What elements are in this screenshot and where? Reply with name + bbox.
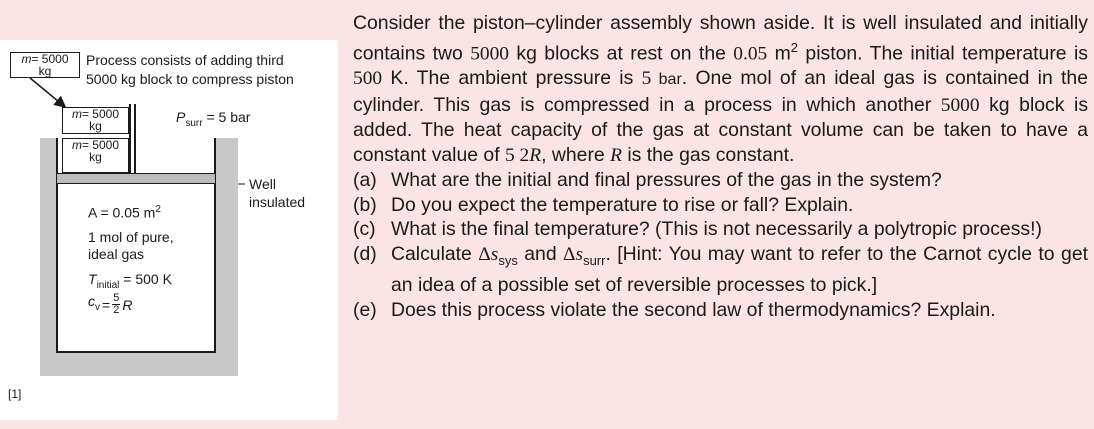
cv-denominator: 2: [113, 304, 120, 316]
intro-part-3: piston. The initial temperature is: [798, 41, 1088, 64]
p-subscript: surr: [185, 117, 203, 129]
intro-part-8: is the gas constant.: [621, 143, 795, 166]
cv-r-symbol: R: [122, 296, 133, 313]
insulated-label-line2: insulated: [249, 194, 306, 210]
unit-m2: m: [767, 41, 791, 64]
question-c: [353, 217, 1088, 242]
question-d-pre: Calculate: [391, 242, 479, 265]
question-text: What is the final temperature? (This is not necessarily a polytropic process!): [391, 218, 1042, 241]
area-label: [88, 202, 161, 221]
temperature-value: 500: [353, 68, 383, 90]
intro-part-1: Consider the piston–cylinder assembly shown aside. It is well insulated and initially contains two: [353, 12, 1088, 64]
cv-subscript: v: [95, 301, 100, 313]
area-value: 0.05: [733, 42, 768, 64]
cylinder-left-inner-edge: [56, 138, 58, 352]
question-text: Does this process violate the second law of thermodynamics? Explain.: [391, 298, 996, 321]
mass-value-2: 5000: [940, 94, 980, 116]
intro-part-7: , where: [541, 143, 611, 166]
cylinder-bottom-wall: [40, 352, 238, 376]
question-text: [391, 242, 1088, 298]
gas-constant-symbol-2: R: [610, 144, 622, 166]
mass-unit: kg: [89, 150, 102, 164]
added-mass-arrow: [30, 78, 64, 106]
mass-symbol: m: [71, 107, 82, 121]
mass-value: = 5000: [81, 107, 120, 121]
p-surr-label: [176, 109, 250, 132]
unit-kg-1: kg: [509, 41, 537, 64]
cylinder-left-wall: [40, 138, 57, 370]
entropy-surr-subscript: surr: [583, 252, 606, 268]
intro-part-6: block is added. The heat capacity of the gas at constant volume can be taken to have a constant value of: [353, 93, 1089, 166]
mass-unit: kg: [38, 64, 52, 78]
cylinder-bottom-inner-edge: [56, 351, 216, 353]
gas-label-line1: 1 mol of pure,: [88, 229, 174, 245]
piston-cylinder-figure: [0, 40, 338, 420]
t-initial-label: [88, 271, 172, 294]
p-symbol: P: [176, 109, 186, 125]
mass-value: = 5000: [81, 138, 120, 152]
gas-constant-symbol-1: R: [529, 144, 542, 166]
entropy-sys-subscript: sys: [498, 252, 518, 268]
piston-rod-left: [129, 104, 131, 174]
problem-intro: [353, 11, 1088, 168]
stack-mass-lower: [62, 138, 129, 173]
question-b: [353, 193, 1088, 218]
t-subscript: initial: [96, 279, 120, 291]
cv-numerator: 5: [113, 292, 120, 304]
question-a: [353, 168, 1088, 193]
t-value: = 500 K: [123, 271, 172, 287]
question-d-post: . [Hint: You may want to refer to the Carnot cycle to get an idea of a possible set of reversible processes to pick.]: [391, 242, 1088, 297]
question-d-mid: and: [517, 242, 564, 265]
question-list: [353, 168, 1088, 322]
question-label: (d): [353, 242, 377, 265]
pressure-value: 5: [641, 68, 652, 90]
area-text: A = 0.05 m: [88, 204, 156, 221]
question-d: [353, 242, 1088, 298]
gas-label-line2: ideal gas: [88, 246, 145, 262]
stack-mass-upper: [62, 107, 129, 134]
mass-symbol: m: [21, 52, 32, 66]
cv-label: [88, 293, 132, 316]
citation: [1]: [8, 387, 22, 401]
delta-symbol-2: Δ: [563, 243, 576, 265]
heat-capacity-ratio: 5 2: [505, 144, 530, 166]
entropy-symbol-2: s: [575, 243, 584, 265]
insulated-label-line1: Well: [249, 176, 276, 192]
process-note-line2: 5000 kg block to compress piston: [86, 71, 294, 87]
question-label: (b): [353, 193, 377, 216]
question-e: [353, 298, 1088, 323]
piston: [57, 173, 215, 184]
cv-equals: =: [102, 296, 111, 313]
piston-rod-right: [134, 104, 136, 174]
mass-unit: kg: [89, 119, 102, 133]
delta-symbol-1: Δ: [478, 243, 491, 265]
intro-part-4: . The ambient pressure is: [403, 67, 642, 90]
mass-value: = 5000: [31, 52, 69, 66]
cylinder-right-wall: [215, 138, 238, 370]
entropy-symbol-1: s: [490, 243, 499, 265]
t-symbol: T: [88, 271, 97, 287]
unit-m2-exponent: 2: [790, 39, 799, 55]
process-note-line1: Process consists of adding third: [86, 52, 284, 68]
unit-kg-2: kg: [979, 93, 1010, 116]
intro-part-2: blocks at rest on the: [536, 41, 734, 64]
mass-symbol: m: [71, 138, 82, 152]
question-label: (e): [353, 298, 377, 321]
intro-part-5: . One mol of an ideal gas is contained in the cylinder. This gas is compressed in a process in which another: [353, 67, 1088, 116]
area-exponent: 2: [155, 204, 161, 215]
cylinder-right-inner-edge: [214, 138, 216, 352]
question-text: What are the initial and final pressures of the gas in the system?: [391, 169, 942, 192]
problem-statement: [353, 11, 1088, 322]
question-text: Do you expect the temperature to rise or fall? Explain.: [391, 193, 854, 216]
p-value: = 5 bar: [206, 109, 251, 125]
question-label: (c): [353, 218, 376, 241]
question-label: (a): [353, 169, 377, 192]
unit-k: K: [382, 67, 404, 90]
cv-symbol: c: [88, 293, 95, 310]
unit-bar: bar: [651, 71, 682, 89]
mass-value-1: 5000: [470, 42, 509, 64]
